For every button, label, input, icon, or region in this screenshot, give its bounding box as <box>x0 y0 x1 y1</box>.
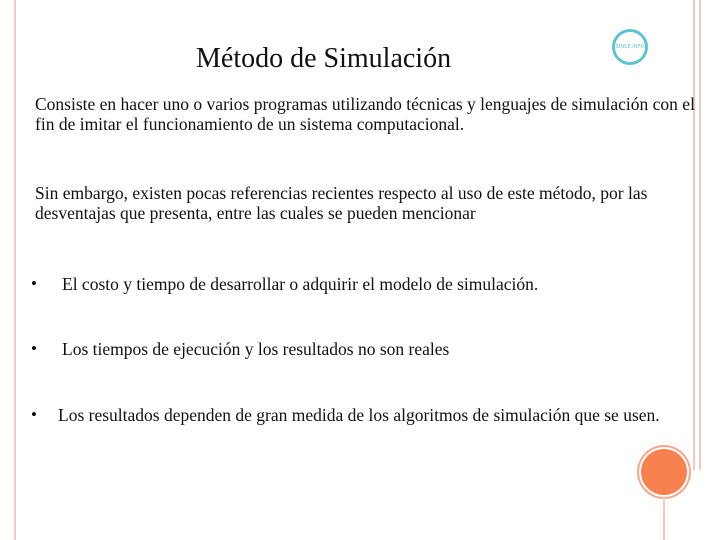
bottom-right-line <box>663 497 665 540</box>
right-border-line <box>693 0 695 470</box>
logo-text: SINCE.INFO <box>615 44 645 50</box>
left-border-line <box>14 0 16 540</box>
paragraph-definition: Consiste en hacer uno o varios programas utilizando técnicas y lenguajes de simulación con el fin de imitar el funcionamiento de un sistema computacional. <box>35 94 695 134</box>
right-border-line-inner <box>699 0 701 470</box>
bullet-item-algorithms: Los resultados dependen de gran medida de los algoritmos de simulación que se usen. <box>58 405 660 425</box>
bullet-item-execution-times: Los tiempos de ejecución y los resultados no son reales <box>62 339 450 359</box>
slide-title: Método de Simulación <box>196 43 452 74</box>
bullet-item-cost: El costo y tiempo de desarrollar o adquirir el modelo de simulación. <box>62 274 539 294</box>
paragraph-disadvantages: Sin embargo, existen pocas referencias recientes respecto al uso de este método, por las desventajas que presenta, entre las cuales se pueden mencionar <box>35 183 648 223</box>
circular-logo-icon <box>612 29 648 65</box>
bullet-marker: • <box>31 274 37 293</box>
orange-circle-icon <box>641 449 687 495</box>
bullet-marker: • <box>31 339 37 358</box>
bullet-marker: • <box>31 405 37 424</box>
